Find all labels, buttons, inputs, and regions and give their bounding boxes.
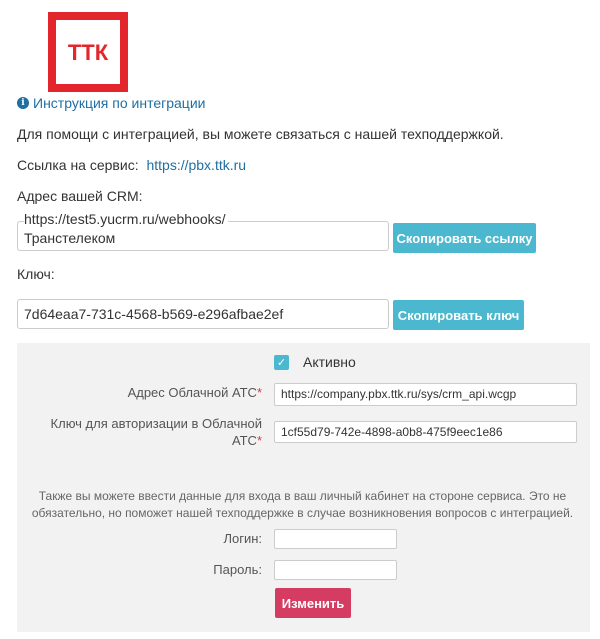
crm-address-label: Адрес вашей CRM: xyxy=(17,188,143,204)
instruction-link[interactable] xyxy=(17,95,205,111)
copy-link-button[interactable]: Скопировать ссылку xyxy=(393,223,536,253)
password-label: Пароль: xyxy=(213,562,262,577)
help-text: Для помощи с интеграцией, вы можете связаться с нашей техподдержкой. xyxy=(17,126,504,142)
active-checkbox[interactable]: ✓ xyxy=(274,355,289,370)
login-input[interactable] xyxy=(274,529,397,549)
key-field[interactable]: 7d64eaa7-731c-4568-b569-e296afbae2ef xyxy=(17,299,389,329)
pbx-address-input[interactable]: https://company.pbx.ttk.ru/sys/crm_api.wcgp xyxy=(274,383,577,406)
submit-button[interactable]: Изменить xyxy=(275,588,351,618)
crm-address-line1: https://test5.yucrm.ru/webhooks/ xyxy=(24,211,226,227)
info-icon: i xyxy=(17,97,29,109)
auth-key-label: Ключ для авторизации в Облачной АТС* xyxy=(50,416,262,448)
copy-key-button[interactable]: Скопировать ключ xyxy=(393,300,524,330)
service-label: Ссылка на сервис: xyxy=(17,157,139,173)
ttk-logo xyxy=(48,12,128,92)
instruction-link-label[interactable]: Инструкция по интеграции xyxy=(33,95,206,111)
required-mark: * xyxy=(256,385,262,400)
logo-text: ТТК xyxy=(67,40,109,65)
active-toggle[interactable] xyxy=(274,354,356,370)
credentials-hint: Также вы можете ввести данные для входа в ваш личный кабинет на стороне сервиса. Это не обязательно, но поможет нашей техподдержке в случае возникновения вопросов с интеграцией. xyxy=(31,489,574,520)
key-label: Ключ: xyxy=(17,266,55,282)
required-mark: * xyxy=(256,433,262,448)
pbx-address-label: Адрес Облачной АТС* xyxy=(127,385,262,400)
service-link[interactable]: https://pbx.ttk.ru xyxy=(146,157,247,173)
auth-key-input[interactable]: 1cf55d79-742e-4898-a0b8-475f9eec1e86 xyxy=(274,421,577,443)
password-input[interactable] xyxy=(274,560,397,580)
crm-address-line2: Транстелеком xyxy=(24,230,116,246)
login-label: Логин: xyxy=(223,531,262,546)
service-row xyxy=(17,157,246,173)
active-label: Активно xyxy=(303,354,356,370)
